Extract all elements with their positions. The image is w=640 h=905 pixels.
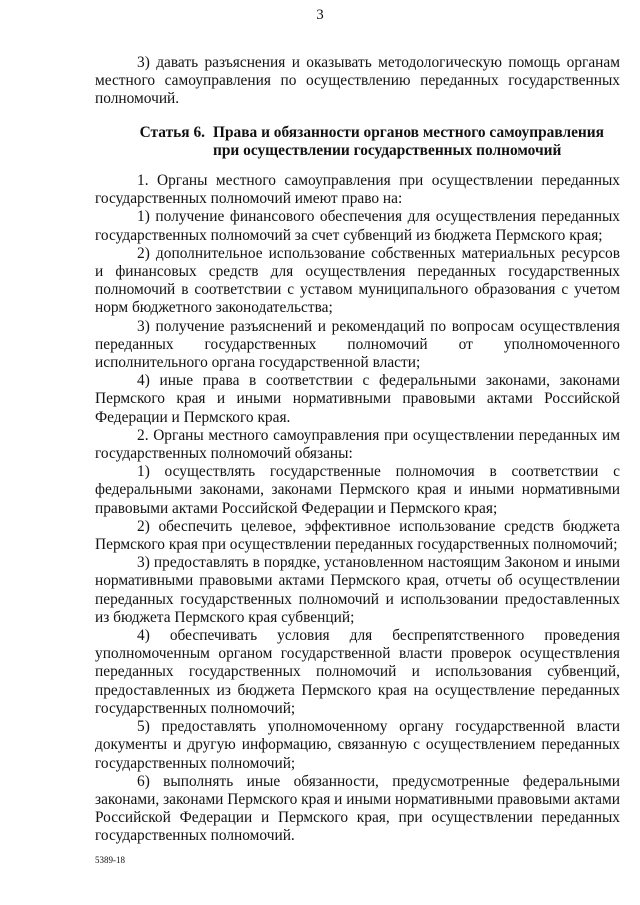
intro-paragraph: 3) давать разъяснения и оказывать методологическую помощь органам местного самоуправления по осуществлению переданных государственных полномочий. — [95, 54, 620, 108]
article-title-line-1: Права и обязанности органов местного самоуправления — [213, 124, 604, 141]
paragraph: 1) осуществлять государственные полномочия в соответствии с федеральными законами, законами Пермского края и иными нормативными правовыми актами Российской Федерации и Пермского края; — [95, 463, 620, 517]
document-code: 5389-18 — [95, 855, 125, 865]
page-number: 3 — [316, 7, 324, 23]
paragraph: 6) выполнять иные обязанности, предусмотренные федеральными законами, законами Пермского края и иными нормативными правовыми актами Российской Федерации и Пермского края, при осуществлении переданных государственных полномочий. — [95, 772, 620, 845]
article-number: Статья 6. — [139, 124, 205, 141]
paragraph: 3) предоставлять в порядке, установленном настоящим Законом и иными нормативными правовыми актами Пермского края, отчеты об осуществлении переданных государственных полномочий и использовании предоставленных из бюджета Пермского края субвенций; — [95, 554, 620, 626]
article-body — [95, 172, 620, 846]
article-heading — [95, 124, 620, 159]
article-title — [213, 124, 620, 159]
intro-paragraph-block — [95, 54, 620, 109]
article-title-line-2: при осуществлении государственных полномочий — [213, 141, 562, 159]
paragraph: 1. Органы местного самоуправления при осуществлении переданных государственных полномочий имеют право на: — [95, 172, 620, 208]
paragraph: 5) предоставлять уполномоченному органу государственной власти документы и другую информацию, связанную с осуществлением переданных государственных полномочий; — [95, 718, 620, 772]
paragraph: 3) получение разъяснений и рекомендаций по вопросам осуществления переданных государственных полномочий от уполномоченного исполнительного органа государственной власти; — [95, 317, 620, 372]
paragraph: 2) обеспечить целевое, эффективное использование средств бюджета Пермского края при осуществлении переданных государственных полномочий; — [95, 517, 620, 554]
paragraph: 2. Органы местного самоуправления при осуществлении переданных им государственных полномочий обязаны: — [95, 426, 620, 463]
paragraph: 2) дополнительное использование собственных материальных ресурсов и финансовых средств для осуществления переданных государственных полномочий в соответствии с уставом муниципального образования с учетом норм бюджетного законодательства; — [95, 244, 620, 317]
paragraph: 1) получение финансового обеспечения для осуществления переданных государственных полномочий за счет субвенций из бюджета Пермского края; — [95, 208, 620, 244]
paragraph: 4) обеспечивать условия для беспрепятственного проведения уполномоченным органом государственной власти проверок осуществления переданных государственных полномочий и использования субвенций, предоставленных из бюджета Пермского края на осуществление переданных государственных полномочий; — [95, 627, 620, 717]
paragraph: 4) иные права в соответствии с федеральными законами, законами Пермского края и иными нормативными правовыми актами Российской Федерации и Пермского края. — [95, 372, 620, 426]
